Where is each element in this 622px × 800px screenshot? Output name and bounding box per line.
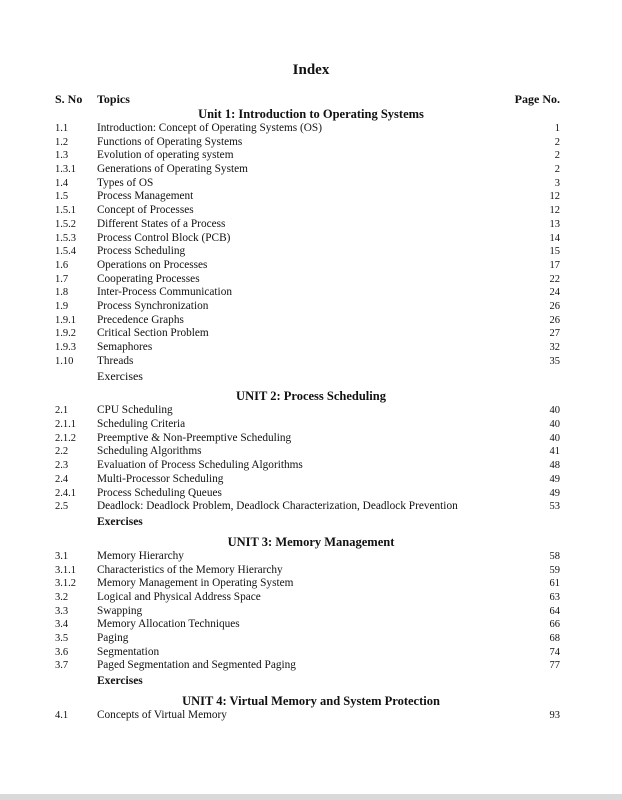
page-number: 53 [549,501,560,513]
section-number: 1.4 [55,177,69,189]
section-topic: Scheduling Criteria [97,418,186,431]
page-title: Index [292,62,330,78]
section-number: 2.2 [55,446,69,458]
section-number: 1.5.2 [55,218,76,230]
toc-row [0,564,622,578]
section-number: 1.10 [55,355,74,367]
column-header-sno: S. No [55,92,83,106]
page-number: 26 [549,300,560,312]
section-number: 1.9.2 [55,328,76,340]
section-number: 3.4 [55,619,69,631]
exercises-label: Exercises [97,369,143,384]
page-number: 59 [549,564,560,576]
section-topic: Process Synchronization [97,299,209,312]
section-number: 1.3 [55,150,69,162]
section-number: 1.8 [55,287,69,299]
toc-row [0,341,622,355]
page-number: 3 [554,177,560,189]
column-header-page: Page No. [514,92,560,106]
section-topic: Paged Segmentation and Segmented Paging [97,659,296,672]
section-topic: Characteristics of the Memory Hierarchy [97,563,283,576]
toc-row [0,591,622,605]
page-number: 12 [549,205,560,217]
toc-row [0,418,622,432]
page-number: 40 [549,405,560,417]
page-number: 14 [549,232,560,244]
section-topic: Memory Hierarchy [97,549,184,562]
page-number: 40 [549,419,560,431]
section-number: 2.1 [55,405,69,417]
section-number: 1.5.3 [55,232,76,244]
exercises-row [0,368,622,384]
page-number: 41 [549,446,560,458]
page-number: 12 [549,191,560,203]
section-topic: Different States of a Process [97,217,226,230]
toc-row [0,646,622,660]
toc-row [0,149,622,163]
toc-row [0,300,622,314]
page-number: 17 [549,259,560,271]
page-number: 35 [549,355,560,367]
section-topic: Swapping [97,604,143,617]
page-number: 58 [549,550,560,562]
page-number: 74 [549,646,560,658]
section-topic: Logical and Physical Address Space [97,590,261,603]
section-number: 1.9.3 [55,342,76,353]
toc-row [0,327,622,341]
section-topic: Precedence Graphs [97,313,184,326]
section-topic: Inter-Process Communication [97,286,232,299]
section-topic: Scheduling Algorithms [97,445,202,458]
section-topic: Process Management [97,190,194,203]
toc-row [0,473,622,487]
section-topic: Memory Allocation Techniques [97,618,240,631]
section-topic: Generations of Operating System [97,163,248,176]
section-topic: Evaluation of Process Scheduling Algorithms [97,459,303,472]
section-topic: Threads [97,354,134,367]
unit-heading: Unit 1: Introduction to Operating Systems [198,107,424,121]
section-number: 3.2 [55,591,69,603]
page-number: 63 [549,591,560,603]
page-number: 27 [549,328,560,340]
section-topic: Types of OS [97,176,154,189]
page-number: 66 [549,619,560,631]
page-number: 61 [549,578,560,590]
page-number: 40 [549,432,560,444]
toc-row [0,432,622,446]
toc-row [0,232,622,246]
exercises-label: Exercises [97,675,143,688]
unit-heading: UNIT 2: Process Scheduling [236,389,386,404]
toc-row [0,500,622,514]
page-number: 64 [549,605,560,617]
exercises-label: Exercises [97,515,143,528]
section-topic: Process Scheduling [97,245,186,258]
section-number: 4.1 [55,710,69,722]
column-header-topics: Topics [97,92,130,106]
exercises-row [0,673,622,689]
toc-row [0,259,622,273]
toc-row [0,177,622,191]
section-number: 1.5.4 [55,246,76,258]
section-number: 2.5 [55,501,69,513]
unit-heading: UNIT 3: Memory Management [227,534,395,549]
toc-row [0,314,622,328]
section-number: 3.1 [55,550,69,562]
page-number: 26 [549,314,560,326]
toc-row [0,163,622,177]
section-number: 3.1.1 [55,564,76,576]
toc-row [0,122,622,136]
section-topic: Critical Section Problem [97,327,209,340]
toc-row [0,218,622,232]
page-number: 1 [554,123,560,134]
toc-row [0,659,622,673]
page-number: 2 [554,150,560,162]
toc-row [0,404,622,418]
section-number: 2.3 [55,460,69,472]
page-number: 15 [549,246,560,258]
section-number: 1.5 [55,191,69,203]
exercises-row [0,514,622,530]
section-number: 1.1 [55,123,69,134]
page-number: 68 [549,633,560,644]
page-bottom-edge [0,794,622,800]
section-number: 1.9.1 [55,314,76,326]
section-number: 3.1.2 [55,578,76,590]
section-topic: Memory Management in Operating System [97,577,294,590]
toc-row [0,487,622,501]
section-number: 1.6 [55,259,69,271]
toc-row [0,190,622,204]
section-topic: Evolution of operating system [97,149,234,162]
page-number: 24 [549,287,560,299]
section-topic: Concepts of Virtual Memory [97,709,227,722]
section-number: 1.3.1 [55,164,76,176]
section-topic: Paging [97,632,129,644]
section-topic: Deadlock: Deadlock Problem, Deadlock Characterization, Deadlock Prevention [97,500,458,513]
page-number: 93 [549,710,560,722]
section-topic: Process Scheduling Queues [97,486,222,499]
section-number: 2.1.2 [55,432,76,444]
section-topic: Concept of Processes [97,204,194,217]
page-number: 49 [549,473,560,485]
toc-row [0,632,622,646]
toc-row [0,204,622,218]
toc-row [0,709,622,723]
section-topic: Segmentation [97,645,160,658]
toc-row [0,605,622,619]
toc-row [0,245,622,259]
page-number: 32 [549,342,560,353]
section-topic: Operations on Processes [97,258,208,271]
section-number: 1.2 [55,136,69,148]
page-number: 13 [549,218,560,230]
section-topic: Semaphores [97,341,153,353]
section-number: 2.1.1 [55,419,76,431]
section-topic: CPU Scheduling [97,404,173,417]
table-of-contents [0,106,622,727]
section-topic: Functions of Operating Systems [97,135,243,148]
toc-row [0,273,622,287]
toc-row [0,445,622,459]
section-topic: Process Control Block (PCB) [97,231,231,244]
toc-row [0,355,622,369]
spacer [0,723,622,727]
toc-row [0,618,622,632]
page-number: 22 [549,273,560,285]
section-number: 3.5 [55,633,69,644]
section-number: 2.4 [55,473,69,485]
section-topic: Cooperating Processes [97,272,200,285]
section-number: 3.3 [55,605,69,617]
page-number: 77 [549,660,560,672]
section-number: 2.4.1 [55,487,76,499]
section-number: 1.9 [55,300,69,312]
section-topic: Multi-Processor Scheduling [97,472,224,485]
section-number: 1.5.1 [55,205,76,217]
page-number: 2 [554,164,560,176]
toc-row [0,286,622,300]
toc-row [0,577,622,591]
toc-row [0,136,622,150]
toc-row [0,459,622,473]
section-number: 3.6 [55,646,69,658]
section-topic: Preemptive & Non-Preemptive Scheduling [97,431,292,444]
section-topic: Introduction: Concept of Operating Systems (OS) [97,122,322,134]
page-number: 48 [549,460,560,472]
toc-row [0,550,622,564]
page-number: 49 [549,487,560,499]
unit-heading: UNIT 4: Virtual Memory and System Protection [182,694,440,709]
section-number: 1.7 [55,273,69,285]
section-number: 3.7 [55,660,69,672]
page-number: 2 [554,136,560,148]
